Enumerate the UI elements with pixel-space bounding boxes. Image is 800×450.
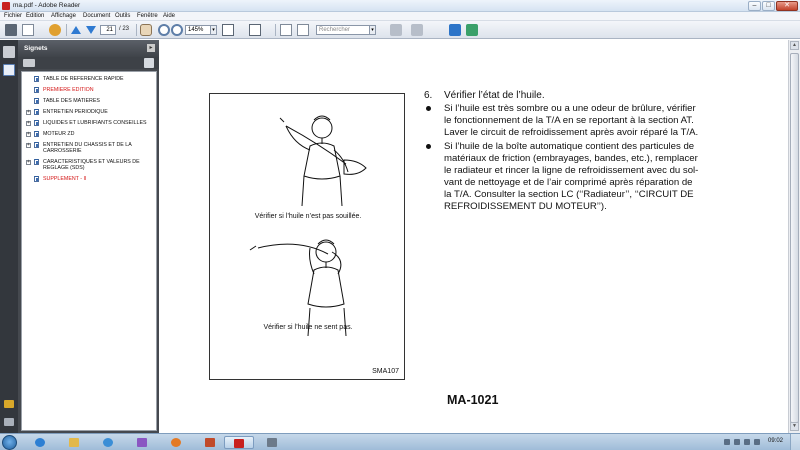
options-icon[interactable] [23,59,35,67]
attachments-icon[interactable] [4,418,14,426]
collaborate-icon[interactable] [449,24,461,36]
menu-bar [0,12,800,21]
page-layout-icon[interactable] [280,24,292,36]
pages-icon[interactable] [3,46,15,58]
network-icon[interactable] [734,439,740,445]
taskbar-app[interactable] [196,436,226,449]
bookmark-label: PREMIERE EDITION [43,87,94,93]
menu-edition[interactable]: Edition [26,13,45,19]
text-line: Laver le circuit de refroidissement après avoir réparé la T/A. [444,127,699,138]
fit-page-icon[interactable] [222,24,234,36]
bookmarks-title: Signets [24,45,48,52]
bookmark-list [21,71,157,431]
sign-icon[interactable] [390,24,402,36]
taskbar-ie[interactable] [26,436,56,449]
page-number-field[interactable]: 21 [100,25,116,35]
bookmark-page-icon [34,159,39,165]
bookmark-label: ENTRETIEN PERIODIQUE [43,109,108,115]
menu-outils[interactable]: Outils [115,13,131,19]
toolbar-separator [66,24,67,36]
expand-icon[interactable]: + [27,109,30,115]
menu-fichier[interactable]: Fichier [4,13,23,19]
next-page-icon[interactable] [86,26,96,34]
bookmark-label: ENTRETIEN DU CHASSIS ET DE LA CARROSSERIE [43,142,132,155]
app-icon [205,438,215,447]
figure-caption-bottom: Vérifier si l’huile ne sent pas. [263,324,353,331]
menu-affichage[interactable]: Affichage [51,13,76,19]
bullet-dot [426,144,431,149]
taskbar-app[interactable] [258,436,288,449]
bookmark-label: TABLE DES MATIERES [43,98,100,104]
expand-icon[interactable]: + [27,120,30,126]
taskbar [0,433,800,450]
figure-reference: SMA107 [372,368,399,375]
illustration-frame [209,93,405,380]
zoom-in-icon[interactable] [171,24,183,36]
zoom-out-icon[interactable] [158,24,170,36]
bookmark-label: CARACTERISTIQUES ET VALEURS DE REGLAGE (SDS) [43,159,140,172]
folder-icon [69,438,79,447]
document-view[interactable] [160,40,788,433]
minimize-button[interactable]: – [748,1,761,11]
taskbar-app[interactable] [128,436,158,449]
mechanic-checking-oil-color-illustration [240,100,380,210]
bookmark-label: TABLE DE REFERENCE RAPIDE [43,76,124,82]
tools-icon[interactable] [466,24,478,36]
text-line: la T/A. Consulter la section LC (‘‘Radiateur’’, ‘‘CIRCUIT DE [444,189,694,200]
bookmarks-icon[interactable] [3,64,15,76]
app-icon [267,438,277,447]
bookmark-page-icon [34,109,39,115]
search-dropdown-icon[interactable]: ▾ [370,25,376,35]
bullet-dot [426,106,431,111]
bookmark-page-icon [34,98,39,104]
bookmark-page-icon [34,76,39,82]
title-bar [0,0,800,12]
print-icon[interactable] [5,24,17,36]
bookmark-label: SUPPLEMENT - II [43,176,87,182]
bookmark-page-icon [34,176,39,182]
scroll-up-icon[interactable]: ▲ [790,41,799,50]
internet-explorer-icon [35,438,45,447]
bookmark-page-icon [34,131,39,137]
expand-icon[interactable]: + [27,142,30,148]
taskbar-explorer[interactable] [60,436,90,449]
zoom-dropdown-icon[interactable]: ▾ [211,25,217,35]
share-icon[interactable] [49,24,61,36]
text-line: matériaux de friction (embrayages, bandes, etc.), remplacer [444,153,698,164]
hand-tool-icon[interactable] [140,24,152,36]
page-number-label: MA-1021 [447,393,499,407]
toolbar-separator [275,24,276,36]
panel-menu-icon[interactable]: ▸ [147,44,155,52]
bookmark-page-icon [34,120,39,126]
create-pdf-icon[interactable] [22,24,34,36]
fit-width-icon[interactable] [249,24,261,36]
previous-page-icon[interactable] [71,26,81,34]
show-desktop-button[interactable] [790,434,800,450]
zoom-level-field[interactable]: 145% [185,25,211,35]
media-player-icon [103,438,113,447]
comments-icon[interactable] [4,400,14,408]
text-line: Si l’huile est très sombre ou a une odeur de brûlure, vérifier [444,103,696,114]
figure-caption-top: Vérifier si l’huile n’est pas souillée. [254,213,362,220]
text-line: REFROIDISSEMENT DU MOTEUR’’). [444,201,607,212]
bookmark-page-icon [34,87,39,93]
text-line: le fonctionnement de la T/A en se reportant à la section AT. [444,115,694,126]
page-total-label: / 23 [119,26,130,32]
scroll-down-icon[interactable]: ▼ [790,422,799,431]
toolbar [0,21,800,39]
taskbar-adobe-reader[interactable] [224,436,254,449]
bookmarks-toolbar [18,57,159,69]
navigation-pane-strip [0,40,18,433]
menu-document[interactable]: Document [83,13,111,19]
app-icon [137,438,147,447]
close-button[interactable]: ✕ [776,1,798,11]
volume-icon[interactable] [744,439,750,445]
bookmarks-header [18,40,159,57]
adobe-reader-icon [2,2,10,10]
step-title: Vérifier l’état de l’huile. [444,90,545,101]
clock[interactable]: 09:02 [767,438,783,444]
bookmark-page-icon [34,142,39,148]
flag-icon[interactable] [754,439,760,445]
system-tray [722,434,800,450]
expand-bookmark-icon[interactable] [144,58,154,68]
taskbar-media[interactable] [94,436,124,449]
search-input[interactable]: Rechercher [316,25,370,35]
window-title: ma.pdf - Adobe Reader [13,2,81,9]
maximize-button[interactable]: □ [762,1,775,11]
menu-aide[interactable]: Aide [163,13,176,19]
text-line: le radiateur et rincer la ligne de refroidissement avec du sol- [444,165,699,176]
start-button[interactable] [2,435,17,450]
bookmarks-panel [18,40,159,433]
taskbar-firefox[interactable] [162,436,192,449]
tray-icon[interactable] [724,439,730,445]
text-line: Si l’huile de la boîte automatique contient des particules de [444,141,695,152]
firefox-icon [171,438,181,447]
adobe-reader-icon [234,439,244,448]
bookmark-label: LIQUIDES ET LUBRIFIANTS CONSEILLES [43,120,147,126]
comment-icon[interactable] [411,24,423,36]
menu-fenetre[interactable]: Fenêtre [137,13,158,19]
expand-icon[interactable]: + [27,159,30,165]
bookmark-label: MOTEUR ZD [43,131,75,137]
toolbar-separator [136,24,137,36]
expand-icon[interactable]: + [27,131,30,137]
step-number: 6. [424,90,433,101]
vertical-scrollbar[interactable] [788,40,800,433]
text-line: vant de nettoyage et de l’air comprimé après réparation de [444,177,693,188]
scroll-thumb[interactable] [790,53,799,423]
rotate-icon[interactable] [297,24,309,36]
